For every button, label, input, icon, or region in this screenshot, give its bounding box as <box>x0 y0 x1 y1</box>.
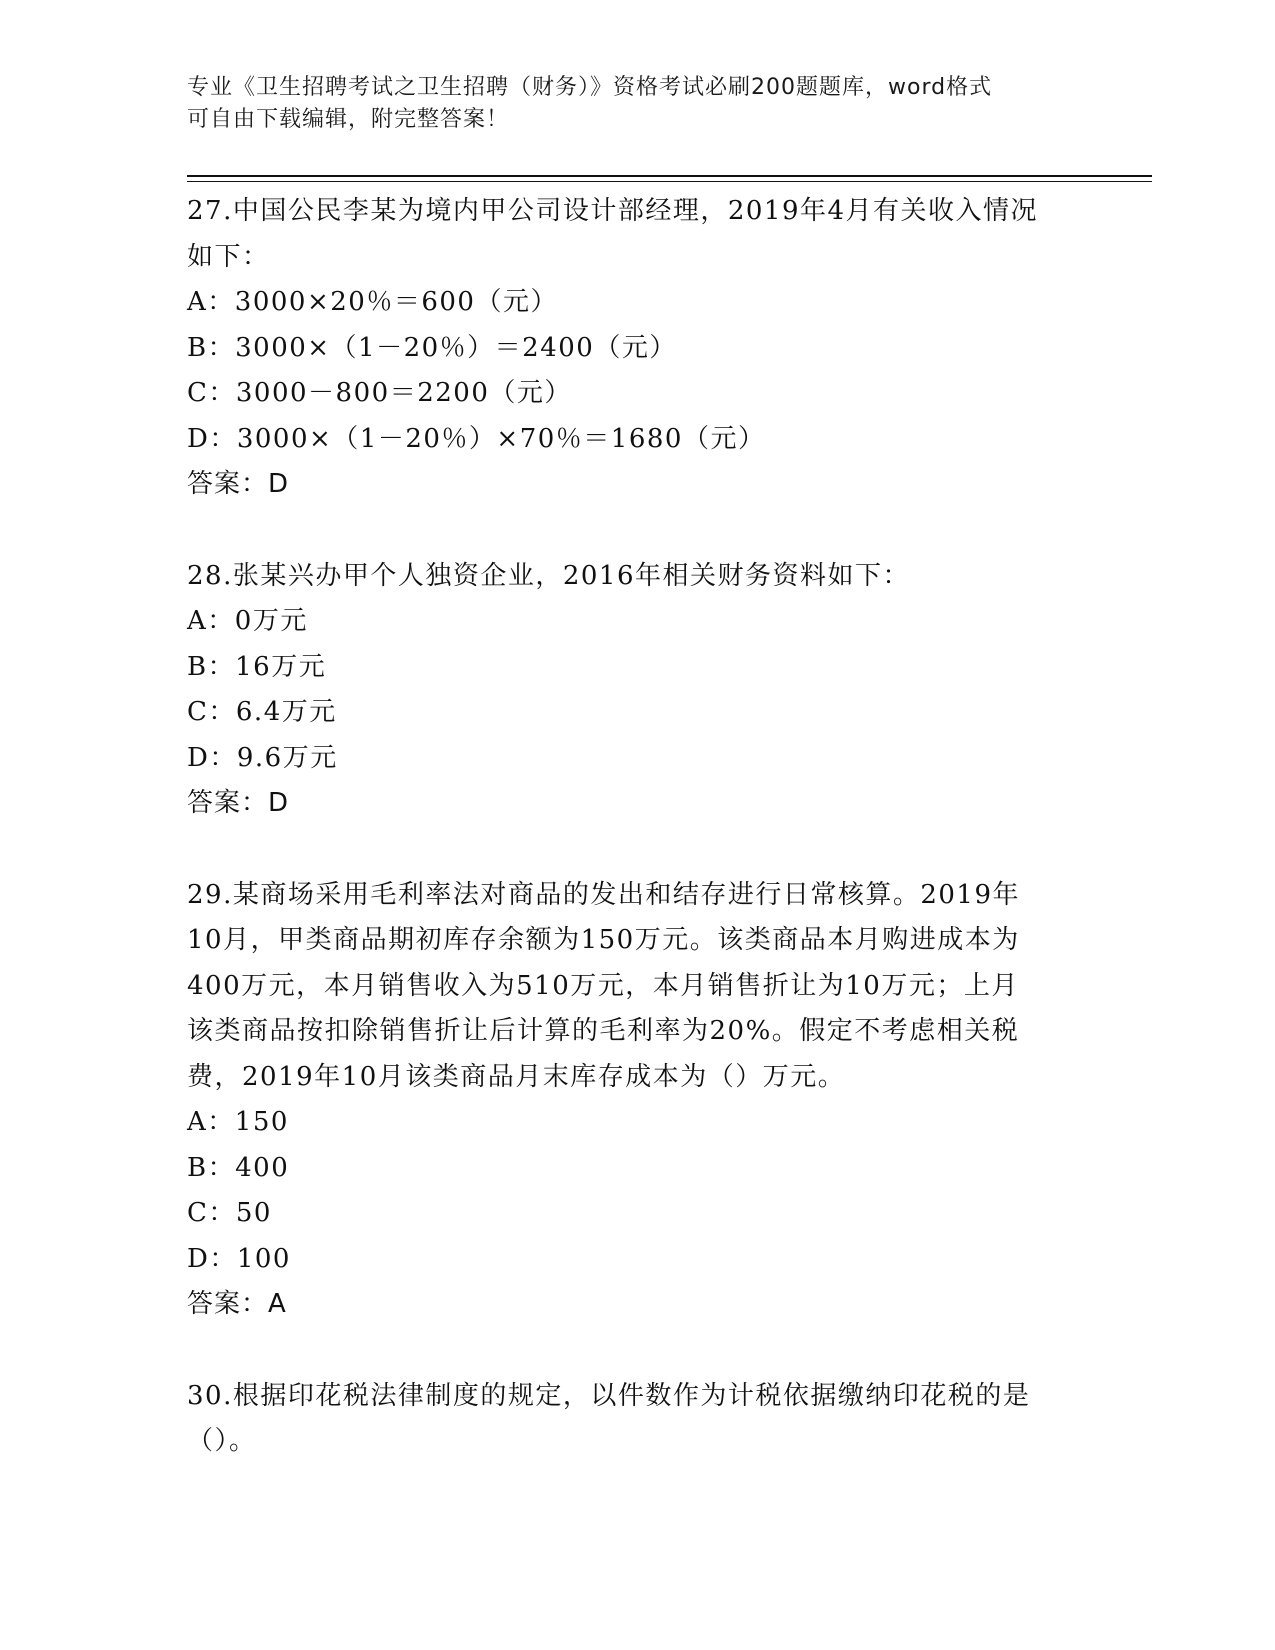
question-stem-line: （）。 <box>187 1426 257 1456</box>
option-a: A：150 <box>187 1107 289 1137</box>
answer: 答案：D <box>187 788 290 818</box>
document-header <box>187 72 1067 136</box>
header-rule-thick <box>187 175 1152 177</box>
question-stem-line: 28.张某兴办甲个人独资企业，2016年相关财务资料如下： <box>187 560 911 591</box>
header-rule-thin <box>187 181 1152 182</box>
question-29 <box>187 873 1087 1328</box>
question-stem-line: 30.根据印花税法律制度的规定，以件数作为计税依据缴纳印花税的是 <box>187 1380 1031 1411</box>
option-c: C：3000－800＝2200（元） <box>187 378 572 408</box>
option-a: A：3000×20％＝600（元） <box>187 287 558 317</box>
option-c: C：6.4万元 <box>187 697 337 727</box>
header-line-1: 专业《卫生招聘考试之卫生招聘（财务）》资格考试必刷200题题库，word格式 <box>187 75 993 100</box>
question-stem-line: 10月，甲类商品期初库存余额为150万元。该类商品本月购进成本为 <box>187 925 1020 955</box>
question-stem-line: 如下： <box>187 241 270 272</box>
question-gap <box>187 1328 1087 1374</box>
option-d: D：9.6万元 <box>187 742 338 773</box>
option-d: D：3000×（1－20％）×70％＝1680（元） <box>187 423 766 454</box>
question-stem-line: 29.某商场采用毛利率法对商品的发出和结存进行日常核算。2019年 <box>187 879 1021 910</box>
option-d: D：100 <box>187 1243 291 1274</box>
question-28 <box>187 554 1087 827</box>
question-gap <box>187 827 1087 873</box>
question-gap <box>187 508 1087 554</box>
option-a: A：0万元 <box>187 606 308 636</box>
option-b: B：16万元 <box>187 651 327 682</box>
question-stem-line: 该类商品按扣除销售折让后计算的毛利率为20%。假定不考虑相关税 <box>187 1016 1020 1046</box>
option-b: B：400 <box>187 1152 290 1183</box>
answer: 答案：D <box>187 469 290 499</box>
header-line-2: 可自由下载编辑，附完整答案！ <box>187 107 510 132</box>
question-27 <box>187 189 1087 508</box>
option-b: B：3000×（1－20％）＝2400（元） <box>187 332 677 363</box>
question-stem-line: 费，2019年10月该类商品月末库存成本为（）万元。 <box>187 1061 846 1092</box>
answer: 答案：A <box>187 1289 287 1319</box>
question-stem-line: 400万元，本月销售收入为510万元，本月销售折让为10万元；上月 <box>187 970 1019 1001</box>
question-list <box>187 189 1087 1465</box>
question-30 <box>187 1374 1087 1465</box>
option-c: C：50 <box>187 1198 272 1228</box>
question-stem-line: 27.中国公民李某为境内甲公司设计部经理，2019年4月有关收入情况 <box>187 196 1039 226</box>
